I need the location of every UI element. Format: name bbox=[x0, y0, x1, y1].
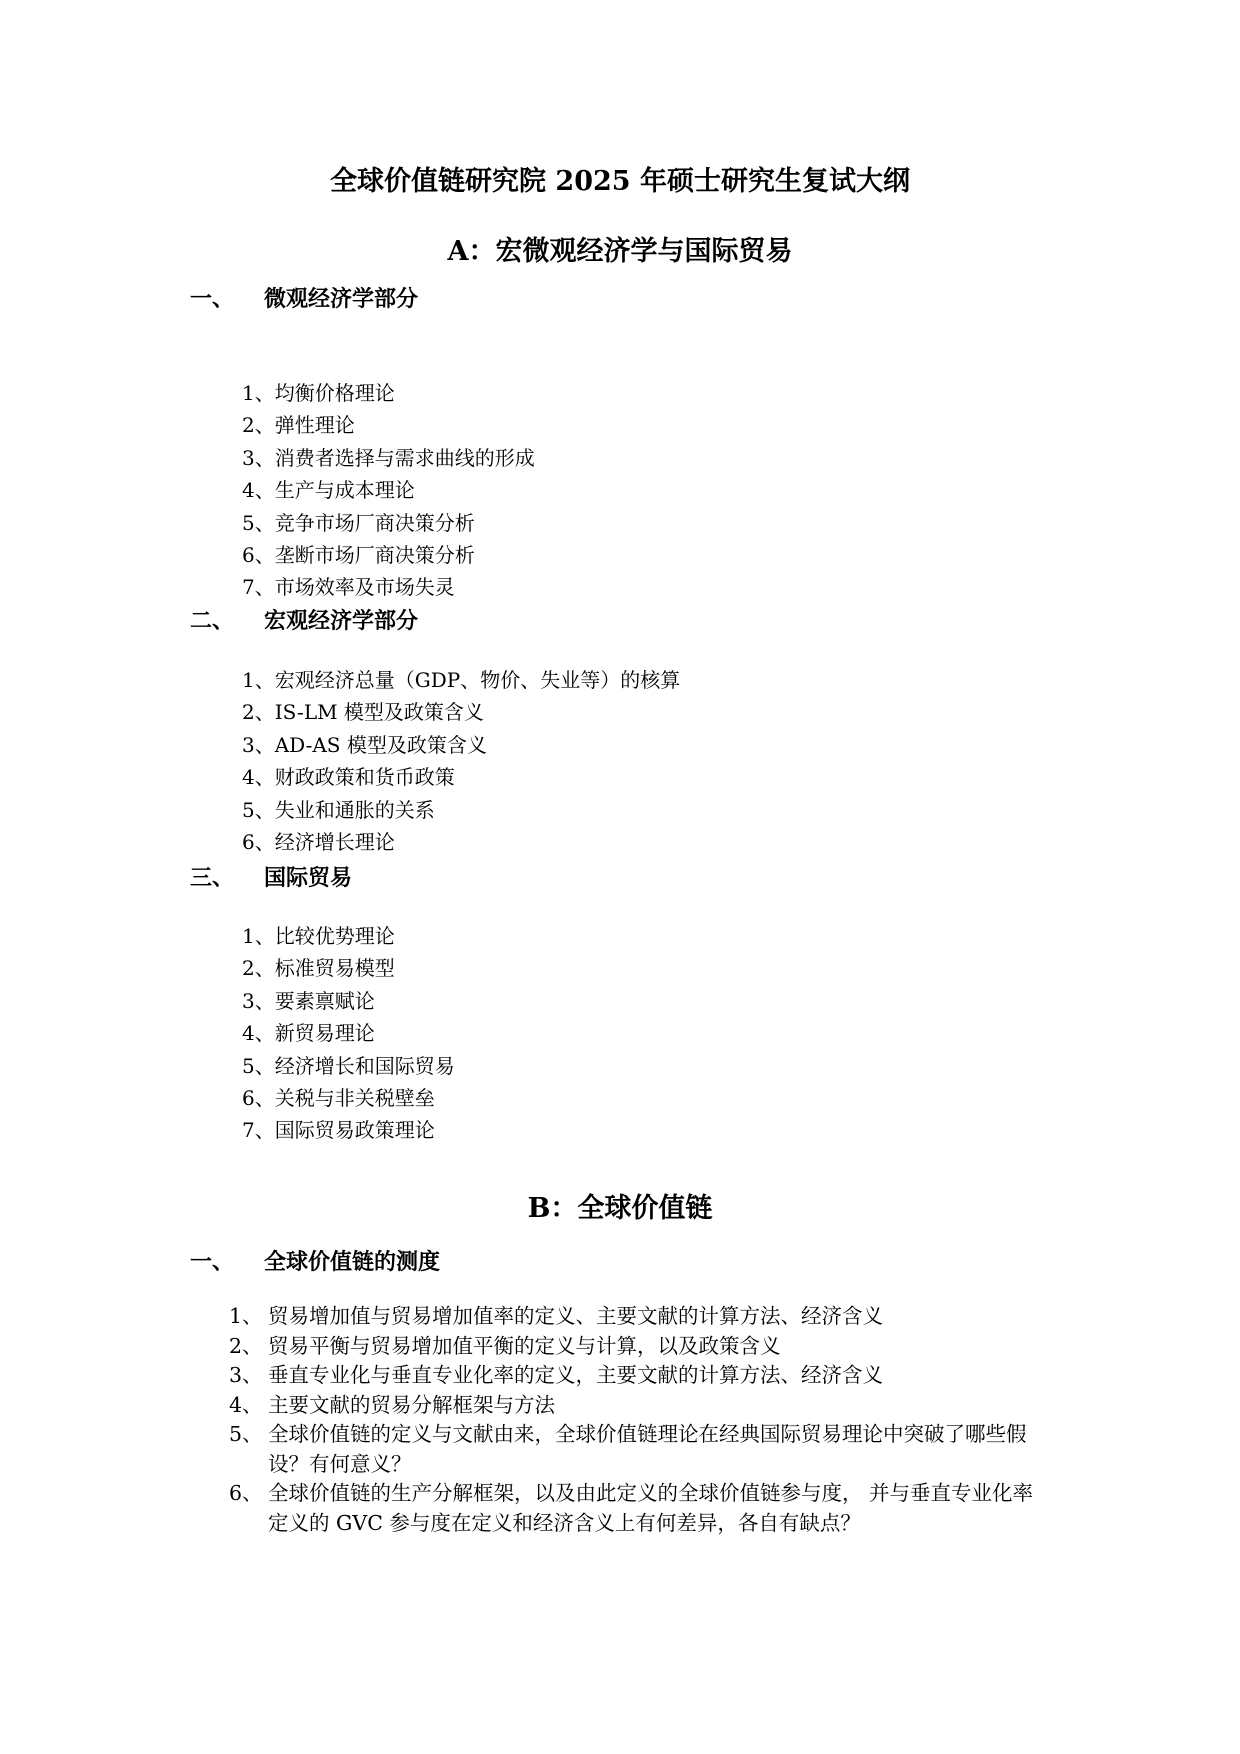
list-item: 1、宏观经济总量（GDP、物价、失业等）的核算 bbox=[242, 668, 681, 692]
section-title: 全球价值链的测度 bbox=[264, 1250, 441, 1275]
section-a1-list bbox=[242, 377, 535, 604]
list-item: 4、生产与成本理论 bbox=[242, 478, 415, 503]
list-item: 3、要素禀赋论 bbox=[242, 988, 375, 1013]
document-title: 全球价值链研究院 2025 年硕士研究生复试大纲 bbox=[330, 166, 910, 197]
section-title: 国际贸易 bbox=[264, 866, 353, 891]
section-number: 一、 bbox=[190, 287, 235, 312]
list-item bbox=[229, 1302, 1049, 1332]
list-item bbox=[229, 1332, 1049, 1362]
list-item: 7、国际贸易政策理论 bbox=[242, 1118, 435, 1143]
item-number: 3、 bbox=[229, 1363, 263, 1387]
list-item: 5、经济增长和国际贸易 bbox=[242, 1053, 455, 1078]
list-item: 2、标准贸易模型 bbox=[242, 956, 395, 981]
item-text: 贸易平衡与贸易增加值平衡的定义与计算，以及政策含义 bbox=[268, 1333, 781, 1358]
item-text: 全球价值链的生产分解框架，以及由此定义的全球价值链参与度， 并与垂直专业化率定义的 GVC 参与度在定义和经济含义上有何差异，各自有缺点？ bbox=[268, 1481, 1034, 1535]
section-a2-list bbox=[242, 664, 680, 858]
item-number: 4、 bbox=[229, 1392, 263, 1417]
list-item: 1、比较优势理论 bbox=[242, 924, 395, 948]
item-text: 全球价值链的定义与文献由来，全球价值链理论在经典国际贸易理论中突破了哪些假设？有何意义？ bbox=[268, 1422, 1027, 1476]
item-text: 贸易增加值与贸易增加值率的定义、主要文献的计算方法、经济含义 bbox=[268, 1304, 883, 1328]
part-b-title: B：全球价值链 bbox=[527, 1193, 713, 1224]
section-title: 宏观经济学部分 bbox=[264, 609, 419, 634]
list-item: 3、AD-AS 模型及政策含义 bbox=[242, 732, 487, 757]
list-item bbox=[229, 1361, 1049, 1391]
list-item: 6、垄断市场厂商决策分析 bbox=[242, 542, 475, 567]
list-item: 5、失业和通胀的关系 bbox=[242, 797, 435, 822]
item-number: 2、 bbox=[229, 1333, 263, 1358]
item-text: 垂直专业化与垂直专业化率的定义，主要文献的计算方法、经济含义 bbox=[268, 1363, 883, 1387]
list-item: 2、IS-LM 模型及政策含义 bbox=[242, 700, 484, 725]
section-title: 微观经济学部分 bbox=[264, 287, 419, 312]
section-number: 三、 bbox=[190, 866, 235, 891]
section-a3-list bbox=[242, 920, 455, 1147]
item-number: 1、 bbox=[229, 1304, 263, 1328]
item-number: 6、 bbox=[229, 1481, 263, 1505]
item-number: 5、 bbox=[229, 1422, 263, 1446]
list-item bbox=[229, 1479, 1049, 1538]
list-item: 6、关税与非关税壁垒 bbox=[242, 1085, 435, 1110]
list-item: 1、均衡价格理论 bbox=[242, 381, 395, 405]
list-item: 3、消费者选择与需求曲线的形成 bbox=[242, 445, 535, 470]
section-number: 一、 bbox=[190, 1250, 235, 1275]
section-b1-list bbox=[229, 1302, 1049, 1538]
list-item: 4、新贸易理论 bbox=[242, 1021, 375, 1046]
item-text: 主要文献的贸易分解框架与方法 bbox=[268, 1392, 555, 1417]
list-item: 7、市场效率及市场失灵 bbox=[242, 575, 455, 600]
list-item bbox=[229, 1420, 1049, 1479]
list-item: 4、财政政策和货币政策 bbox=[242, 765, 455, 790]
list-item: 5、竞争市场厂商决策分析 bbox=[242, 510, 475, 535]
list-item: 2、弹性理论 bbox=[242, 413, 355, 438]
list-item bbox=[229, 1391, 1049, 1421]
section-number: 二、 bbox=[190, 609, 235, 634]
list-item: 6、经济增长理论 bbox=[242, 829, 395, 854]
part-a-title: A：宏微观经济学与国际贸易 bbox=[447, 236, 793, 267]
